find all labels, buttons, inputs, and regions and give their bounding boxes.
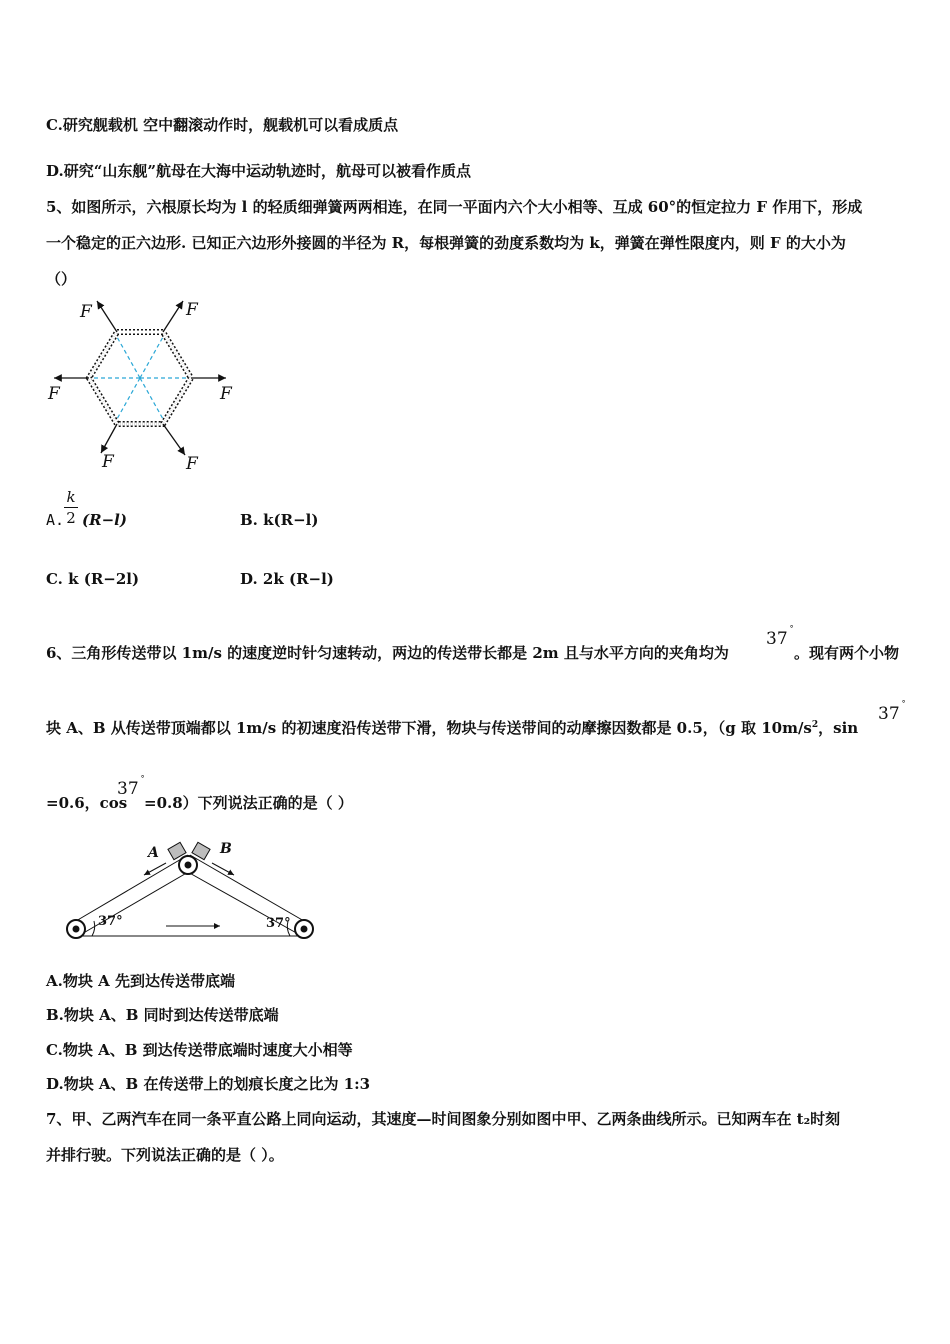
q5-option-c: C. k (R−2l)	[46, 570, 140, 588]
q7-stem-line1: 7、甲、乙两汽车在同一条平直公路上同向运动，其速度—时间图象分别如图中甲、乙两条曲线所示。已知两车在 t₂时刻	[46, 1110, 841, 1128]
block-b-label: B	[220, 841, 232, 857]
angle-37: 37 °	[117, 774, 145, 799]
q6-stem-line1-end: 。现有两个小物	[794, 644, 900, 662]
force-label: F	[186, 454, 198, 474]
q6-stem-line1: 6、三角形传送带以 1m/s 的速度逆时针匀速转动，两边的传送带长都是 2m 且与水平方向的夹角均为	[46, 644, 729, 662]
fraction-bar	[64, 507, 78, 508]
q6-stem-line3-a: =0.6，cos	[46, 794, 128, 812]
angle-label-right: 37°	[266, 916, 291, 931]
q5-option-a-fraction	[64, 488, 78, 527]
q4-option-d: D.研究“山东舰”航母在大海中运动轨迹时，航母可以被看作质点	[46, 162, 471, 180]
force-label: F	[80, 302, 92, 322]
angle-37: 37 °	[878, 699, 906, 724]
q6-option-d: D.物块 A、B 在传送带上的划痕长度之比为 1:3	[46, 1075, 371, 1093]
q4-option-c: C.研究舰载机 空中翻滚动作时，舰载机可以看成质点	[46, 116, 399, 134]
q5-option-a-prefix: A.	[46, 511, 65, 529]
fraction-numerator: k	[66, 488, 76, 506]
q5-option-b: B. k(R−l)	[240, 511, 319, 529]
q6-conveyor-figure	[62, 835, 332, 950]
block-a-label: A	[148, 845, 159, 861]
q7-stem-line2: 并排行驶。下列说法正确的是（ ）。	[46, 1146, 284, 1164]
fraction-denominator: 2	[66, 509, 76, 527]
q5-stem-line3: （）	[46, 270, 77, 288]
q6-stem-line3-b: =0.8）下列说法正确的是（ ）	[144, 794, 353, 812]
force-label: F	[186, 300, 198, 320]
q5-option-d: D. 2k (R−l)	[240, 570, 334, 588]
force-label: F	[220, 384, 232, 404]
angle-37: 37 °	[766, 624, 794, 649]
angle-label-left: 37°	[98, 914, 123, 929]
q6-option-a: A.物块 A 先到达传送带底端	[46, 972, 235, 990]
q6-option-b: B.物块 A、B 同时到达传送带底端	[46, 1006, 279, 1024]
q5-stem-line2: 一个稳定的正六边形. 已知正六边形外接圆的半径为 R，每根弹簧的劲度系数均为 k，弹簧在弹性限度内，则 F 的大小为	[46, 234, 846, 252]
force-label: F	[102, 452, 114, 472]
q5-option-a-tail: (R−l)	[82, 511, 127, 529]
q5-hexagon-spring-figure	[40, 295, 240, 475]
q6-option-c: C.物块 A、B 到达传送带底端时速度大小相等	[46, 1041, 353, 1059]
q6-stem-line2: 块 A、B 从传送带顶端都以 1m/s 的初速度沿传送带下滑，物块与传送带间的动摩擦因数都是 0.5，（g 取 $10m/s^2$，sin	[46, 719, 859, 737]
q5-stem-line1: 5、如图所示，六根原长均为 l 的轻质细弹簧两两相连，在同一平面内六个大小相等、互成 60°的恒定拉力 F 作用下，形成	[46, 198, 863, 216]
force-label: F	[48, 384, 60, 404]
